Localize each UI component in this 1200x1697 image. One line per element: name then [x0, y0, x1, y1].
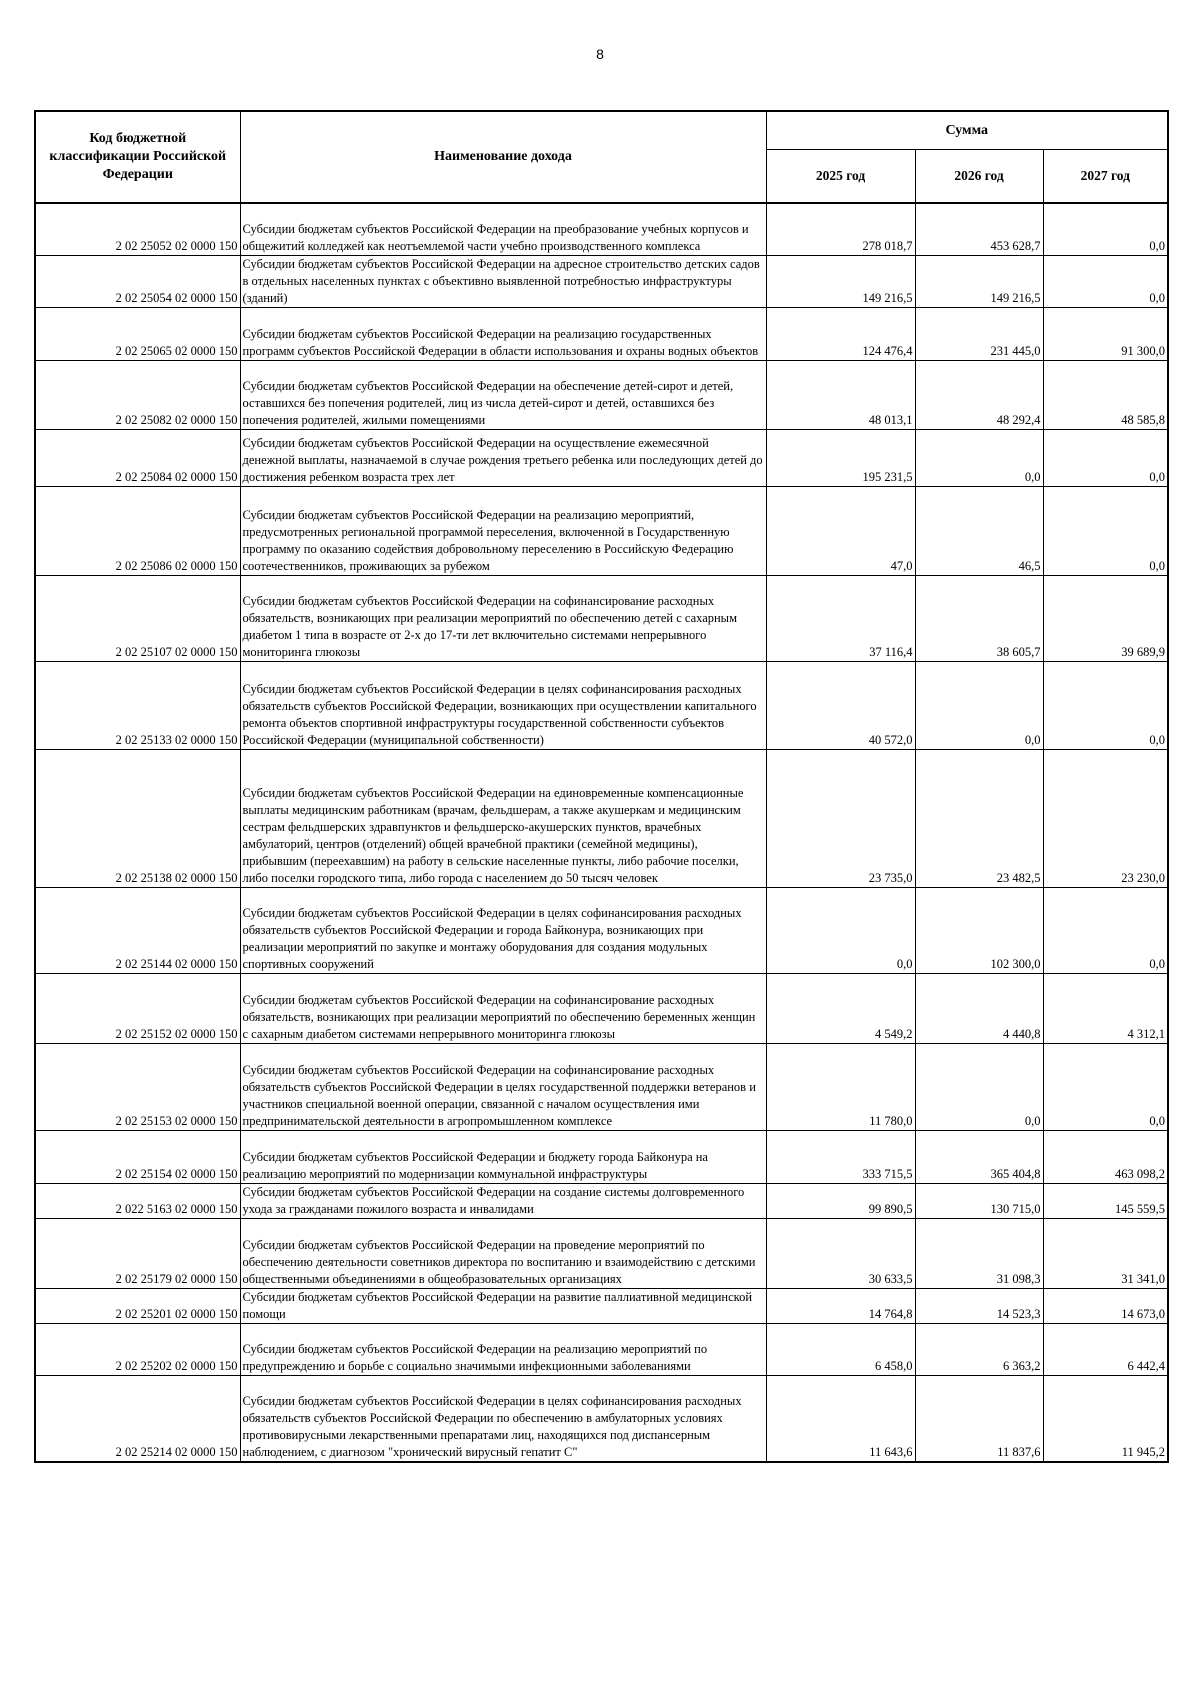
budget-code-cell: 2 02 25133 02 0000 150 [35, 661, 240, 749]
amount-2027-cell: 463 098,2 [1043, 1130, 1168, 1183]
budget-code-cell: 2 02 25052 02 0000 150 [35, 203, 240, 255]
amount-2026-cell: 4 440,8 [915, 973, 1043, 1043]
amount-2026-cell: 365 404,8 [915, 1130, 1043, 1183]
table-row [35, 1130, 1168, 1183]
table-body [35, 203, 1168, 1462]
amount-2025-cell: 37 116,4 [766, 575, 915, 661]
amount-2027-cell: 39 689,9 [1043, 575, 1168, 661]
amount-2025-cell: 11 643,6 [766, 1375, 915, 1462]
amount-2026-cell: 102 300,0 [915, 887, 1043, 973]
amount-2025-cell: 4 549,2 [766, 973, 915, 1043]
amount-2025-cell: 0,0 [766, 887, 915, 973]
amount-2026-cell: 231 445,0 [915, 307, 1043, 360]
income-name-cell: Субсидии бюджетам субъектов Российской Федерации на реализацию государственных программ субъектов Российской Федерации в области использования и охраны водных объектов [240, 307, 766, 360]
amount-2027-cell: 31 341,0 [1043, 1218, 1168, 1288]
amount-2027-cell: 0,0 [1043, 255, 1168, 307]
budget-code-cell: 2 02 25201 02 0000 150 [35, 1288, 240, 1323]
header-code: Код бюджетной классификации Российской Федерации [35, 111, 240, 203]
income-name-cell: Субсидии бюджетам субъектов Российской Федерации на создание системы долговременного ухода за гражданами пожилого возраста и инвалидами [240, 1183, 766, 1218]
budget-code-cell: 2 02 25154 02 0000 150 [35, 1130, 240, 1183]
budget-code-cell: 2 02 25084 02 0000 150 [35, 429, 240, 486]
budget-code-cell: 2 02 25065 02 0000 150 [35, 307, 240, 360]
amount-2027-cell: 0,0 [1043, 429, 1168, 486]
amount-2025-cell: 99 890,5 [766, 1183, 915, 1218]
income-name-cell: Субсидии бюджетам субъектов Российской Федерации на софинансирование расходных обязательств, возникающих при реализации мероприятий по обеспечению детей с сахарным диабетом 1 типа в возрасте от 2-х до 17-ти лет включительно системами непрерывного мониторинга глюкозы [240, 575, 766, 661]
table-row [35, 1288, 1168, 1323]
amount-2027-cell: 14 673,0 [1043, 1288, 1168, 1323]
amount-2026-cell: 46,5 [915, 486, 1043, 575]
amount-2025-cell: 23 735,0 [766, 749, 915, 887]
budget-code-cell: 2 02 25138 02 0000 150 [35, 749, 240, 887]
amount-2027-cell: 0,0 [1043, 661, 1168, 749]
amount-2025-cell: 195 231,5 [766, 429, 915, 486]
amount-2027-cell: 145 559,5 [1043, 1183, 1168, 1218]
amount-2025-cell: 124 476,4 [766, 307, 915, 360]
income-name-cell: Субсидии бюджетам субъектов Российской Федерации на реализацию мероприятий по предупреждению и борьбе с социально значимыми инфекционными заболеваниями [240, 1323, 766, 1375]
table-row [35, 1218, 1168, 1288]
amount-2027-cell: 11 945,2 [1043, 1375, 1168, 1462]
amount-2027-cell: 0,0 [1043, 486, 1168, 575]
amount-2027-cell: 0,0 [1043, 1043, 1168, 1130]
table-row [35, 307, 1168, 360]
header-year-2026: 2026 год [915, 150, 1043, 204]
amount-2025-cell: 11 780,0 [766, 1043, 915, 1130]
table-row [35, 360, 1168, 429]
table-row [35, 1375, 1168, 1462]
amount-2026-cell: 48 292,4 [915, 360, 1043, 429]
page-number: 8 [596, 46, 604, 62]
income-name-cell: Субсидии бюджетам субъектов Российской Федерации на софинансирование расходных обязательств, возникающих при реализации мероприятий по обеспечению беременных женщин с сахарным диабетом системами непрерывного мониторинга глюкозы [240, 973, 766, 1043]
amount-2026-cell: 130 715,0 [915, 1183, 1043, 1218]
budget-code-cell: 2 02 25086 02 0000 150 [35, 486, 240, 575]
header-name: Наименование дохода [240, 111, 766, 203]
amount-2027-cell: 48 585,8 [1043, 360, 1168, 429]
table-row [35, 203, 1168, 255]
income-name-cell: Субсидии бюджетам субъектов Российской Федерации на преобразование учебных корпусов и общежитий колледжей как неотъемлемой части учебно производственного комплекса [240, 203, 766, 255]
budget-code-cell: 2 02 25153 02 0000 150 [35, 1043, 240, 1130]
table-row [35, 973, 1168, 1043]
table-row [35, 887, 1168, 973]
income-name-cell: Субсидии бюджетам субъектов Российской Федерации и бюджету города Байконура на реализацию мероприятий по модернизации коммунальной инфраструктуры [240, 1130, 766, 1183]
amount-2025-cell: 48 013,1 [766, 360, 915, 429]
budget-code-cell: 2 02 25202 02 0000 150 [35, 1323, 240, 1375]
amount-2025-cell: 30 633,5 [766, 1218, 915, 1288]
income-name-cell: Субсидии бюджетам субъектов Российской Федерации на проведение мероприятий по обеспечению деятельности советников директора по воспитанию и взаимодействию с детскими общественными объединениями в общеобразовательных организациях [240, 1218, 766, 1288]
income-name-cell: Субсидии бюджетам субъектов Российской Федерации на единовременные компенсационные выплаты медицинским работникам (врачам, фельдшерам, а также акушеркам и медицинским сестрам фельдшерских здравпунктов и фельдшерско-акушерских пунктов, врачебных амбулаторий, центров (отделений) общей врачебной практики (семейной медицины), прибывшим (переехавшим) на работу в сельские населенные пункты, либо рабочие поселки, либо поселки городского типа, либо города с населением до 50 тысяч человек [240, 749, 766, 887]
amount-2026-cell: 14 523,3 [915, 1288, 1043, 1323]
income-name-cell: Субсидии бюджетам субъектов Российской Федерации на осуществление ежемесячной денежной выплаты, назначаемой в случае рождения третьего ребенка или последующих детей до достижения ребенком возраста трех лет [240, 429, 766, 486]
budget-code-cell: 2 02 25107 02 0000 150 [35, 575, 240, 661]
income-name-cell: Субсидии бюджетам субъектов Российской Федерации в целях софинансирования расходных обязательств субъектов Российской Федерации, возникающих при осуществлении капитального ремонта объектов спортивной инфраструктуры государственной собственности субъектов Российской Федерации (муниципальной собственности) [240, 661, 766, 749]
amount-2026-cell: 38 605,7 [915, 575, 1043, 661]
amount-2025-cell: 149 216,5 [766, 255, 915, 307]
table-row [35, 429, 1168, 486]
amount-2026-cell: 11 837,6 [915, 1375, 1043, 1462]
amount-2025-cell: 278 018,7 [766, 203, 915, 255]
income-name-cell: Субсидии бюджетам субъектов Российской Федерации на реализацию мероприятий, предусмотренных региональной программой переселения, включенной в Государственную программу по оказанию содействия добровольному переселению в Российскую Федерацию соотечественников, проживающих за рубежом [240, 486, 766, 575]
amount-2025-cell: 333 715,5 [766, 1130, 915, 1183]
amount-2026-cell: 31 098,3 [915, 1218, 1043, 1288]
budget-code-cell: 2 02 25144 02 0000 150 [35, 887, 240, 973]
table-row [35, 575, 1168, 661]
income-name-cell: Субсидии бюджетам субъектов Российской Федерации на софинансирование расходных обязательств субъектов Российской Федерации в целях государственной поддержки ветеранов и участников специальной военной операции, связанной с началом осуществления ими предпринимательской деятельности в агропромышленном комплексе [240, 1043, 766, 1130]
budget-code-cell: 2 02 25152 02 0000 150 [35, 973, 240, 1043]
table-row [35, 255, 1168, 307]
income-name-cell: Субсидии бюджетам субъектов Российской Федерации в целях софинансирования расходных обязательств субъектов Российской Федерации по обеспечению в амбулаторных условиях противовирусными лекарственными препаратами лиц, находящихся под диспансерным наблюдением, с диагнозом "хронический вирусный гепатит С" [240, 1375, 766, 1462]
table-row [35, 1043, 1168, 1130]
amount-2026-cell: 0,0 [915, 429, 1043, 486]
income-name-cell: Субсидии бюджетам субъектов Российской Федерации на обеспечение детей-сирот и детей, оставшихся без попечения родителей, лиц из числа детей-сирот и детей, оставшихся без попечения родителей, жилыми помещениями [240, 360, 766, 429]
amount-2027-cell: 6 442,4 [1043, 1323, 1168, 1375]
amount-2025-cell: 47,0 [766, 486, 915, 575]
amount-2027-cell: 4 312,1 [1043, 973, 1168, 1043]
amount-2026-cell: 149 216,5 [915, 255, 1043, 307]
budget-code-cell: 2 02 25179 02 0000 150 [35, 1218, 240, 1288]
income-name-cell: Субсидии бюджетам субъектов Российской Федерации на адресное строительство детских садов в отдельных населенных пунктах с объективно выявленной потребностью инфраструктуры (зданий) [240, 255, 766, 307]
budget-code-cell: 2 02 25214 02 0000 150 [35, 1375, 240, 1462]
header-year-2025: 2025 год [766, 150, 915, 204]
table-row [35, 661, 1168, 749]
amount-2025-cell: 14 764,8 [766, 1288, 915, 1323]
table-header [35, 111, 1168, 203]
budget-code-cell: 2 022 5163 02 0000 150 [35, 1183, 240, 1218]
income-table [34, 110, 1169, 1463]
amount-2025-cell: 6 458,0 [766, 1323, 915, 1375]
table-row [35, 1323, 1168, 1375]
header-sum: Сумма [766, 111, 1168, 150]
budget-code-cell: 2 02 25082 02 0000 150 [35, 360, 240, 429]
budget-code-cell: 2 02 25054 02 0000 150 [35, 255, 240, 307]
amount-2027-cell: 0,0 [1043, 887, 1168, 973]
amount-2026-cell: 453 628,7 [915, 203, 1043, 255]
amount-2025-cell: 40 572,0 [766, 661, 915, 749]
amount-2027-cell: 23 230,0 [1043, 749, 1168, 887]
amount-2027-cell: 91 300,0 [1043, 307, 1168, 360]
header-year-2027: 2027 год [1043, 150, 1168, 204]
amount-2026-cell: 0,0 [915, 661, 1043, 749]
table-row [35, 1183, 1168, 1218]
table-row [35, 486, 1168, 575]
amount-2026-cell: 0,0 [915, 1043, 1043, 1130]
income-name-cell: Субсидии бюджетам субъектов Российской Федерации на развитие паллиативной медицинской помощи [240, 1288, 766, 1323]
amount-2026-cell: 23 482,5 [915, 749, 1043, 887]
table-row [35, 749, 1168, 887]
amount-2027-cell: 0,0 [1043, 203, 1168, 255]
income-name-cell: Субсидии бюджетам субъектов Российской Федерации в целях софинансирования расходных обязательств субъектов Российской Федерации и города Байконура, возникающих при реализации мероприятий по закупке и монтажу оборудования для создания модульных спортивных сооружений [240, 887, 766, 973]
amount-2026-cell: 6 363,2 [915, 1323, 1043, 1375]
